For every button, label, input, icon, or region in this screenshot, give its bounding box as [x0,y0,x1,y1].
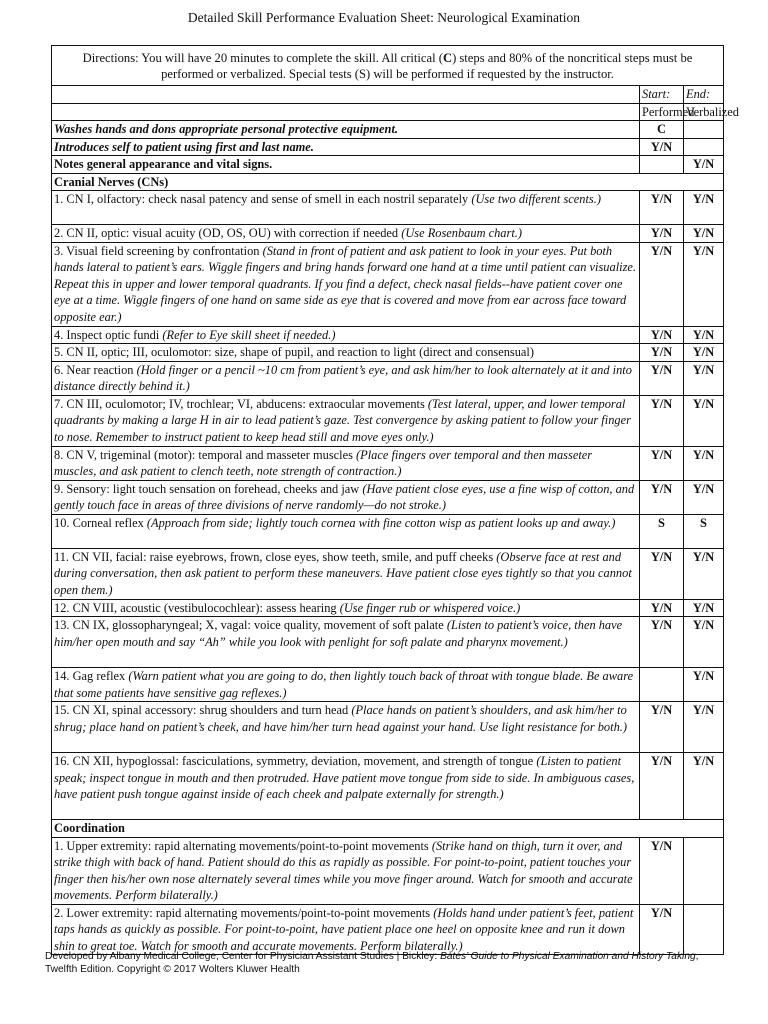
table-row [52,242,724,326]
verbalized-cell[interactable]: Y/N [684,326,724,344]
verbalized-cell[interactable] [684,837,724,904]
table-row [52,191,724,225]
step-text: 4. Inspect optic fundi (Refer to Eye skill sheet if needed.) [52,326,640,344]
verbalized-cell[interactable]: Y/N [684,361,724,395]
step-text: Introduces self to patient using first and last name. [52,138,640,156]
performed-cell[interactable]: Y/N [640,242,684,326]
verbalized-cell[interactable]: Y/N [684,480,724,514]
section-header-row [52,173,724,191]
section-header-row [52,820,724,838]
performed-column-header: Performed [640,103,684,121]
table-row [52,121,724,139]
table-row [52,904,724,955]
verbalized-cell[interactable]: Y/N [684,191,724,225]
table-row [52,446,724,480]
table-row [52,344,724,362]
performed-cell[interactable]: Y/N [640,361,684,395]
performed-cell[interactable]: Y/N [640,480,684,514]
table-row [52,837,724,904]
verbalized-cell[interactable]: Y/N [684,753,724,820]
performed-cell[interactable]: Y/N [640,548,684,599]
performed-cell[interactable] [640,668,684,702]
footer-credit: Developed by Albany Medical College, Center for Physician Assistant Studies | Bickley: Bates’ Guide to Physical Examination and History Taking, Twelfth Edition. Copyright © 2017 Wolters Kluwer Health [45,951,699,975]
verbalized-cell[interactable]: Y/N [684,242,724,326]
table-row [52,138,724,156]
step-text: 15. CN XI, spinal accessory: shrug shoulders and turn head (Place hands on patient’s shoulders, and ask him/her to shrug; place hand on patient’s cheek, and have him/her turn head against your hand. Use light resistance for both.) [52,702,640,753]
step-text: 9. Sensory: light touch sensation on forehead, cheeks and jaw (Have patient close eyes, use a fine wisp of cotton, and gently touch face in areas of three divisions of nerve randomly—do not stroke.) [52,480,640,514]
verbalized-cell[interactable] [684,121,724,139]
step-text: 12. CN VIII, acoustic (vestibulocochlear): assess hearing (Use finger rub or whispered voice.) [52,599,640,617]
table-row [52,361,724,395]
verbalized-cell[interactable] [684,904,724,955]
verbalized-cell[interactable]: Y/N [684,599,724,617]
step-text: 6. Near reaction (Hold finger or a pencil ~10 cm from patient’s eye, and ask him/her to look alternately at it and into distance directly behind it.) [52,361,640,395]
table-row [52,548,724,599]
time-row [52,86,724,104]
step-text: 5. CN II, optic; III, oculomotor: size, shape of pupil, and reaction to light (direct and consensual) [52,344,640,362]
table-row [52,599,724,617]
table-row [52,702,724,753]
step-text: 16. CN XII, hypoglossal: fasciculations, symmetry, deviation, movement, and strength of tongue (Listen to patient speak; inspect tongue in mouth and then protruded. Have patient move tongue from side to side. In ambiguous cases, have patient push tongue against inside of each cheek and palpate externally for strength.) [52,753,640,820]
step-text: 13. CN IX, glossopharyngeal; X, vagal: voice quality, movement of soft palate (Listen to patient’s voice, then have him/her open mouth and say “Ah” while you look with penlight for soft palate and pharynx movement.) [52,617,640,668]
step-text: 8. CN V, trigeminal (motor): temporal and masseter muscles (Place fingers over temporal and then masseter muscles, and ask patient to clench teeth, note strength of contraction.) [52,446,640,480]
verbalized-cell[interactable]: Y/N [684,225,724,243]
table-row [52,395,724,446]
step-text: 2. CN II, optic: visual acuity (OD, OS, OU) with correction if needed (Use Rosenbaum chart.) [52,225,640,243]
performed-cell[interactable]: Y/N [640,138,684,156]
table-row [52,326,724,344]
step-text: Washes hands and dons appropriate personal protective equipment. [52,121,640,139]
performed-cell[interactable]: Y/N [640,904,684,955]
table-row [52,480,724,514]
performed-cell[interactable]: S [640,514,684,548]
step-text: 10. Corneal reflex (Approach from side; lightly touch cornea with fine cotton wisp as patient looks up and away.) [52,514,640,548]
step-text: 2. Lower extremity: rapid alternating movements/point-to-point movements (Holds hand under patient’s feet, patient taps hands as quickly as possible. For point-to-point, have patient place one heel on opposite knee and run it down shin to great toe. Watch for smooth and accurate movements. Perform bilaterally.) [52,904,640,955]
verbalized-cell[interactable]: Y/N [684,617,724,668]
performed-cell[interactable]: Y/N [640,753,684,820]
page-title: Detailed Skill Performance Evaluation Sheet: Neurological Examination [187,10,581,25]
step-text: 11. CN VII, facial: raise eyebrows, frown, close eyes, show teeth, smile, and puff cheeks (Observe face at rest and during conversation, then ask patient to perform these maneuvers. Have patient close eyes tightly so that you cannot open them.) [52,548,640,599]
performed-cell[interactable]: Y/N [640,344,684,362]
table-row [52,668,724,702]
performed-cell[interactable]: Y/N [640,395,684,446]
table-row [52,753,724,820]
performed-cell[interactable]: Y/N [640,617,684,668]
verbalized-column-header: Verbalized [684,103,724,121]
step-text: Notes general appearance and vital signs. [52,156,640,174]
performed-cell[interactable]: Y/N [640,191,684,225]
verbalized-cell[interactable]: Y/N [684,702,724,753]
performed-cell[interactable]: Y/N [640,446,684,480]
evaluation-table [51,45,739,955]
directions-text: Directions: You will have 20 minutes to complete the skill. All critical (C) steps and 80% of the noncritical steps must be performed or verbalized. Special tests (S) will be performed if requested by the instructor. [52,46,724,86]
verbalized-cell[interactable]: Y/N [684,156,724,174]
end-time-label[interactable]: End: [684,86,724,104]
performed-cell[interactable]: C [640,121,684,139]
column-header-row [52,103,724,121]
performed-cell[interactable]: Y/N [640,702,684,753]
table-row [52,225,724,243]
step-text: 7. CN III, oculomotor; IV, trochlear; VI, abducens: extraocular movements (Test lateral, upper, and lower temporal quadrants by making a large H in air to lead patient’s gaze. Test convergence by asking patient to follow your finger to nose. Remember to instruct patient to keep head still and move eyes only.) [52,395,640,446]
section-header-coordination: Coordination [52,820,724,838]
verbalized-cell[interactable]: S [684,514,724,548]
verbalized-cell[interactable]: Y/N [684,668,724,702]
directions-row [52,46,724,86]
verbalized-cell[interactable] [684,138,724,156]
performed-cell[interactable]: Y/N [640,599,684,617]
verbalized-cell[interactable]: Y/N [684,344,724,362]
verbalized-cell[interactable]: Y/N [684,446,724,480]
performed-cell[interactable]: Y/N [640,225,684,243]
performed-cell[interactable]: Y/N [640,326,684,344]
step-text: 14. Gag reflex (Warn patient what you are going to do, then lightly touch back of throat with tongue blade. Be aware that some patients have sensitive gag reflexes.) [52,668,640,702]
table-row [52,514,724,548]
verbalized-cell[interactable]: Y/N [684,548,724,599]
table-row [52,156,724,174]
start-time-label[interactable]: Start: [640,86,684,104]
step-text: 1. CN I, olfactory: check nasal patency and sense of smell in each nostril separately (Use two different scents.) [52,191,640,225]
performed-cell[interactable] [640,156,684,174]
step-text: 3. Visual field screening by confrontation (Stand in front of patient and ask patient to look in your eyes. Put both hands lateral to patient’s ears. Wiggle fingers and bring hands forward one hand at a time until patient can visualize. Repeat this in upper and lower temporal quadrants. If you find a defect, check nasal fields--have patient cover one eye at a time. Wiggle fingers of one hand on same side as eye that is covered and move from ear across face toward opposite ear.) [52,242,640,326]
table-row [52,617,724,668]
verbalized-cell[interactable]: Y/N [684,395,724,446]
performed-cell[interactable]: Y/N [640,837,684,904]
section-header-cranial-nerves: Cranial Nerves (CNs) [52,173,724,191]
step-text: 1. Upper extremity: rapid alternating movements/point-to-point movements (Strike hand on thigh, turn it over, and strike thigh with back of hand. Patient should do this as rapidly as possible. For point-to-point, patient touches your finger then his/her own nose alternately several times while you move finger around. Watch for smooth and accurate movements. Perform bilaterally.) [52,837,640,904]
